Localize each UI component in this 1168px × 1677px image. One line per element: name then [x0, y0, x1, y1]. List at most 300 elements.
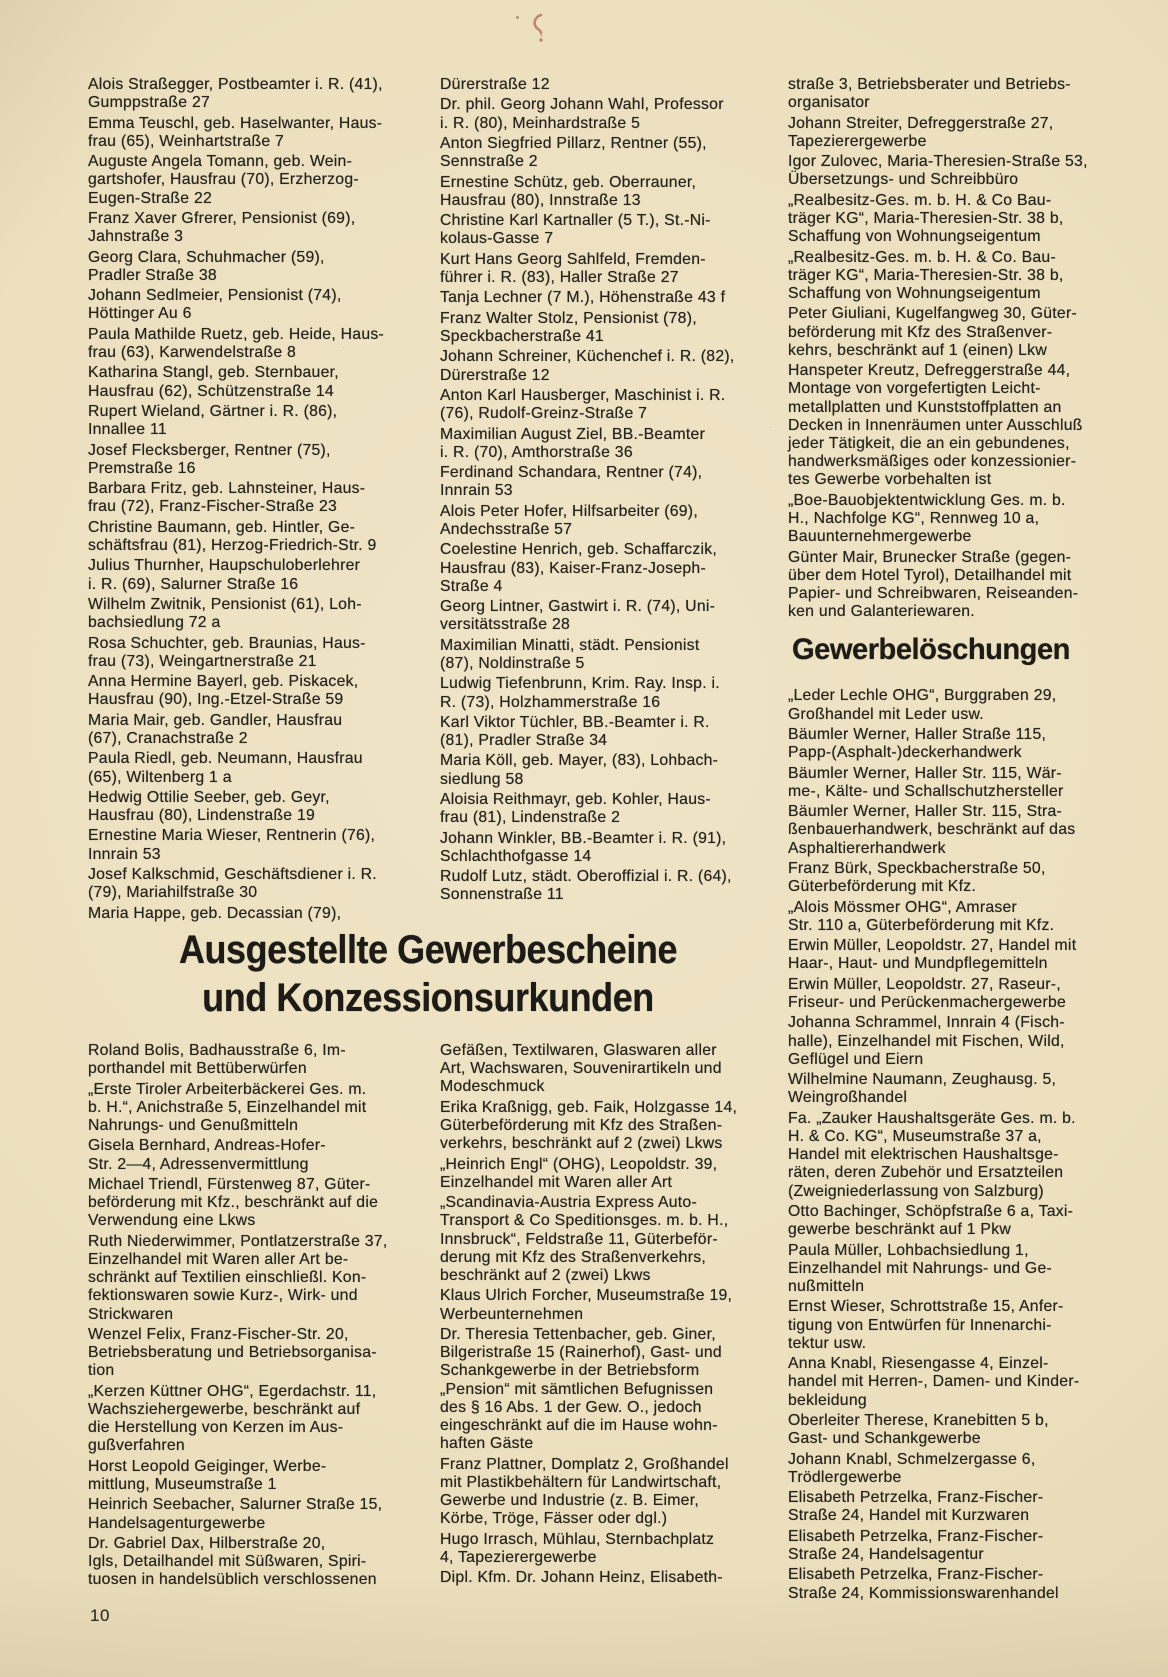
- entry-line: Peter Giuliani, Kugelfangweg 30, Güter-: [788, 305, 1077, 323]
- entry-line: Schaffung von Wohnungseigentum: [788, 284, 1041, 302]
- entry-line: „Kerzen Küttner OHG“, Egerdachstr. 11,: [88, 1382, 377, 1400]
- entry-line: Hugo Irrasch, Mühlau, Sternbachplatz: [440, 1530, 715, 1548]
- entry-line: Bäumler Werner, Haller Str. 115, Wär-: [788, 764, 1062, 782]
- entry-line: eingeschränkt auf die im Hause wohn-: [440, 1417, 718, 1434]
- entry-line: porthandel mit Bettüberwürfen: [88, 1060, 307, 1078]
- entry-line: metallplatten und Kunststoffplatten an: [788, 398, 1062, 416]
- entry-line: Eugen-Straße 22: [88, 189, 213, 207]
- entry-line: Anton Karl Hausberger, Maschinist i. R.: [440, 386, 726, 404]
- entry-line: Geflügel und Eiern: [788, 1050, 924, 1068]
- entry-line: Gefäßen, Textilwaren, Glaswaren aller: [440, 1042, 717, 1059]
- scan-speck: [516, 16, 519, 19]
- entry-line: „Realbesitz-Ges. m. b. H. & Co. Bau-: [788, 248, 1056, 266]
- entry-line: Wachsziehergewerbe, beschränkt auf: [88, 1400, 361, 1418]
- entry-line: i. R. (69), Salurner Straße 16: [88, 575, 299, 593]
- directory-entry: [440, 675, 776, 711]
- directory-entry: [788, 803, 1128, 858]
- directory-entry: [88, 827, 424, 863]
- entry-line: Einzelhandel mit Waren aller Art: [440, 1173, 673, 1191]
- entry-line: Otto Bachinger, Schöpfstraße 6 a, Taxi-: [788, 1202, 1074, 1220]
- directory-entry: [788, 765, 1128, 801]
- entry-line: beförderung mit Kfz des Straßenver-: [788, 323, 1053, 341]
- directory-entry: [788, 1298, 1128, 1353]
- entry-line: Übersetzungs- und Schreibbüro: [788, 171, 1019, 189]
- entry-line: des § 16 Abs. 1 der Gew. O., jedoch: [440, 1398, 702, 1416]
- directory-entry: [440, 289, 776, 307]
- entry-line: Aloisia Reithmayr, geb. Kohler, Haus-: [440, 791, 711, 809]
- entry-line: Handelsagenturgewerbe: [88, 1514, 266, 1532]
- entry-line: Wilhelmine Naumann, Zeughausg. 5,: [788, 1071, 1057, 1089]
- directory-entry: [788, 76, 1128, 112]
- entry-line: Roland Bolis, Badhausstraße 6, Im-: [88, 1042, 346, 1059]
- directory-entry: [88, 1383, 424, 1456]
- entry-line: Montage von vorgefertigten Leicht-: [788, 380, 1041, 398]
- entry-line: Einzelhandel mit Waren aller Art be-: [88, 1250, 349, 1268]
- entry-line: „Erste Tiroler Arbeiterbäckerei Ges. m.: [88, 1080, 367, 1098]
- directory-entry: [788, 1528, 1128, 1564]
- entry-line: Sennstraße 2: [440, 153, 538, 171]
- directory-entry: [788, 249, 1128, 304]
- entry-line: Körbe, Tröge, Fässer oder dgl.): [440, 1510, 668, 1528]
- entry-line: Strickwaren: [88, 1305, 174, 1323]
- entry-line: Friseur- und Perückenmachergewerbe: [788, 993, 1067, 1011]
- directory-entry: [788, 1014, 1128, 1069]
- entry-line: Wenzel Felix, Franz-Fischer-Str. 20,: [88, 1325, 349, 1343]
- entry-line: „Scandinavia-Austria Express Auto-: [440, 1194, 697, 1212]
- directory-entry: [88, 1176, 424, 1231]
- entry-line: Premstraße 16: [88, 459, 196, 477]
- directory-entry: [440, 348, 776, 384]
- entry-line: kehrs, beschränkt auf 1 (einen) Lkw: [788, 341, 1047, 359]
- entry-line: Dürerstraße 12: [440, 76, 550, 93]
- entry-line: ken und Galanteriewaren.: [788, 603, 975, 621]
- directory-entry: [440, 1156, 776, 1192]
- column-middle-bottom: [440, 1042, 776, 1590]
- directory-entry: [88, 712, 424, 748]
- entry-line: (Zweigniederlassung von Salzburg): [788, 1182, 1044, 1200]
- entry-line: Johann Schreiner, Küchenchef i. R. (82),: [440, 348, 735, 366]
- entry-line: Dr. phil. Georg Johann Wahl, Professor: [440, 96, 724, 114]
- directory-entry: [788, 1566, 1128, 1602]
- directory-entry: [88, 635, 424, 671]
- entry-line: frau (81), Lindenstraße 2: [440, 809, 621, 827]
- entry-line: Pradler Straße 38: [88, 266, 217, 284]
- directory-entry: [440, 135, 776, 171]
- entry-line: gartshofer, Hausfrau (70), Erzherzog-: [88, 171, 359, 189]
- entry-line: mit Plastikbehältern für Landwirtschaft,: [440, 1473, 722, 1491]
- entry-line: Johann Knabl, Schmelzergasse 6,: [788, 1450, 1036, 1468]
- entry-line: Hausfrau (62), Schützenstraße 14: [88, 382, 334, 400]
- directory-entry: [440, 1456, 776, 1529]
- entry-line: (87), Noldinstraße 5: [440, 654, 585, 672]
- directory-entry: [788, 1071, 1128, 1107]
- directory-entry: [88, 153, 424, 208]
- entry-line: Franz Bürk, Speckbacherstraße 50,: [788, 859, 1046, 877]
- entry-line: Wilhelm Zwitnik, Pensionist (61), Loh-: [88, 595, 362, 613]
- entry-line: i. R. (80), Meinhardstraße 5: [440, 114, 641, 132]
- directory-entry: [440, 251, 776, 287]
- entry-line: Heinrich Seebacher, Salurner Straße 15,: [88, 1496, 383, 1514]
- directory-entry: [788, 976, 1128, 1012]
- entry-line: Maria Köll, geb. Mayer, (83), Lohbach-: [440, 752, 719, 770]
- entry-line: Güterbeförderung mit Kfz.: [788, 878, 976, 896]
- directory-entry: [88, 480, 424, 516]
- entry-line: Rupert Wieland, Gärtner i. R. (86),: [88, 402, 338, 420]
- entry-line: Andechsstraße 57: [440, 520, 573, 538]
- entry-line: Werbeunternehmen: [440, 1305, 584, 1323]
- directory-entry: [440, 752, 776, 788]
- entry-line: organisator: [788, 94, 870, 112]
- entry-line: tion: [88, 1362, 115, 1380]
- entry-line: Barbara Fritz, geb. Lahnsteiner, Haus-: [88, 480, 366, 498]
- entry-line: Bauunternehmergewerbe: [788, 528, 972, 546]
- entry-line: Erwin Müller, Leopoldstr. 27, Handel mit: [788, 937, 1077, 955]
- page-number: 10: [90, 1606, 110, 1625]
- entry-line: Nahrungs- und Genußmitteln: [88, 1117, 299, 1134]
- entry-line: Alois Peter Hofer, Hilfsarbeiter (69),: [440, 502, 698, 520]
- entry-line: Maria Mair, geb. Gandler, Hausfrau: [88, 711, 343, 729]
- entry-line: siedlung 58: [440, 770, 524, 788]
- entry-line: träger KG“, Maria-Theresien-Str. 38 b,: [788, 209, 1064, 227]
- entry-line: Tapezierergewerbe: [788, 132, 927, 150]
- directory-entry: [440, 76, 776, 94]
- entry-line: Igor Zulovec, Maria-Theresien-Straße 53,: [788, 153, 1088, 171]
- entry-line: (67), Cranachstraße 2: [88, 729, 248, 747]
- entry-line: tes Gewerbe vorbehalten ist: [788, 471, 992, 489]
- directory-entry: [88, 557, 424, 593]
- entry-line: Str. 2—4, Adressenvermittlung: [88, 1155, 309, 1173]
- directory-entry: [440, 598, 776, 634]
- entry-line: Michael Triendl, Fürstenweg 87, Güter-: [88, 1175, 371, 1193]
- entry-line: Hausfrau (83), Kaiser-Franz-Joseph-: [440, 559, 706, 577]
- directory-entry: [788, 687, 1128, 723]
- entry-line: Innsbruck“, Feldstraße 11, Güterbeför-: [440, 1230, 718, 1248]
- directory-entry: [88, 1081, 424, 1136]
- directory-entry: [788, 1355, 1128, 1410]
- entry-line: Elisabeth Petrzelka, Franz-Fischer-: [788, 1489, 1044, 1507]
- entry-line: Erwin Müller, Leopoldstr. 27, Raseur-,: [788, 975, 1061, 993]
- directory-entry: [88, 1496, 424, 1532]
- entry-line: Fa. „Zauker Haushaltsgeräte Ges. m. b.: [788, 1109, 1076, 1127]
- entry-line: Franz Walter Stolz, Pensionist (78),: [440, 309, 697, 327]
- entry-line: Transport & Co Speditionsges. m. b. H.,: [440, 1212, 729, 1230]
- entry-line: Sonnenstraße 11: [440, 886, 564, 904]
- entry-line: Bäumler Werner, Haller Str. 115, Stra-: [788, 803, 1063, 821]
- entry-line: Coelestine Henrich, geb. Schaffarczik,: [440, 541, 718, 559]
- entry-line: Karl Viktor Tüchler, BB.-Beamter i. R.: [440, 713, 710, 731]
- entry-line: Christine Karl Kartnaller (5 T.), St.-Ni-: [440, 212, 711, 230]
- section-heading-gewerbeloeschungen: Gewerbelöschungen: [792, 633, 1070, 667]
- entry-line: Alois Straßegger, Postbeamter i. R. (41),: [88, 76, 383, 93]
- entry-line: Hausfrau (80), Innstraße 13: [440, 191, 641, 209]
- entry-line: Paula Riedl, geb. Neumann, Hausfrau: [88, 750, 363, 768]
- entry-line: Gumppstraße 27: [88, 94, 211, 112]
- entry-line: frau (63), Karwendelstraße 8: [88, 343, 297, 361]
- directory-entry: [788, 937, 1128, 973]
- entry-line: Ernst Wieser, Schrottstraße 15, Anfer-: [788, 1298, 1064, 1316]
- directory-entry: [88, 519, 424, 555]
- entry-line: i. R. (70), Amthorstraße 36: [440, 443, 633, 461]
- entry-line: Hausfrau (80), Lindenstraße 19: [88, 807, 316, 825]
- entry-line: Georg Clara, Schuhmacher (59),: [88, 248, 325, 266]
- column-left-top: [88, 76, 424, 925]
- directory-entry: [440, 174, 776, 210]
- entry-line: Anna Hermine Bayerl, geb. Piskacek,: [88, 673, 359, 691]
- directory-entry: [88, 1233, 424, 1324]
- entry-line: Georg Lintner, Gastwirt i. R. (74), Uni-: [440, 598, 716, 616]
- red-pen-mark: [531, 13, 547, 45]
- directory-entry: [788, 1489, 1128, 1525]
- entry-line: Oberleiter Therese, Kranebitten 5 b,: [788, 1411, 1049, 1429]
- entry-line: „Alois Mössmer OHG“, Amraser: [788, 898, 1018, 916]
- directory-entry: [788, 726, 1128, 762]
- entry-line: Kurt Hans Georg Sahlfeld, Fremden-: [440, 250, 706, 268]
- entry-line: Bäumler Werner, Haller Straße 115,: [788, 725, 1047, 743]
- entry-line: Hausfrau (90), Ing.-Etzel-Straße 59: [88, 691, 344, 709]
- entry-line: Igls, Detailhandel mit Süßwaren, Spiri-: [88, 1553, 367, 1571]
- entry-line: Franz Xaver Gfrerer, Pensionist (69),: [88, 209, 356, 227]
- directory-entry: [440, 1042, 776, 1097]
- entry-line: Straße 4: [440, 577, 503, 595]
- entry-line: Ernestine Schütz, geb. Oberrauner,: [440, 173, 697, 191]
- entry-line: beförderung mit Kfz., beschränkt auf die: [88, 1194, 379, 1212]
- entry-line: Haar-, Haut- und Mundpflegemitteln: [788, 955, 1048, 973]
- directory-entry: [88, 287, 424, 323]
- entry-line: Str. 110 a, Güterbeförderung mit Kfz.: [788, 916, 1055, 934]
- entry-line: Ruth Niederwimmer, Pontlatzerstraße 37,: [88, 1232, 388, 1250]
- entry-line: Julius Thurnher, Haupschuloberlehrer: [88, 557, 361, 575]
- entry-line: gewerbe beschränkt auf 1 Pkw: [788, 1221, 1012, 1239]
- directory-entry: [88, 442, 424, 478]
- entry-line: nußmitteln: [788, 1277, 865, 1295]
- column-left-bottom: [88, 1042, 424, 1592]
- directory-entry: [440, 426, 776, 462]
- entry-line: Innrain 53: [440, 482, 513, 500]
- entry-line: R. (73), Holzhammerstraße 16: [440, 693, 661, 711]
- entry-line: halle), Einzelhandel mit Fischen, Wild,: [788, 1032, 1065, 1050]
- directory-entry: [440, 637, 776, 673]
- entry-line: Decken in Innenräumen unter Ausschluß: [788, 416, 1083, 434]
- entry-line: tuosen in handelsüblich verschlossenen: [88, 1571, 377, 1589]
- directory-entry: [440, 1569, 776, 1587]
- entry-line: Maximilian Minatti, städt. Pensionist: [440, 636, 700, 654]
- entry-line: Elisabeth Petrzelka, Franz-Fischer-: [788, 1527, 1044, 1545]
- directory-entry: [440, 714, 776, 750]
- entry-line: die Herstellung von Kerzen im Aus-: [88, 1419, 344, 1437]
- column-right: [788, 76, 1128, 1605]
- entry-line: bekleidung: [788, 1391, 867, 1409]
- entry-line: kolaus-Gasse 7: [440, 230, 554, 248]
- entry-line: H. & Co. KG“, Museumstraße 37 a,: [788, 1127, 1042, 1145]
- entry-line: Dr. Gabriel Dax, Hilberstraße 20,: [88, 1534, 326, 1552]
- entry-line: „Heinrich Engl“ (OHG), Leopoldstr. 39,: [440, 1155, 718, 1173]
- entry-line: „Boe-Bauobjektentwicklung Ges. m. b.: [788, 491, 1066, 509]
- entry-line: Maria Happe, geb. Decassian (79),: [88, 904, 342, 922]
- entry-line: Rosa Schuchter, geb. Braunias, Haus-: [88, 634, 366, 652]
- entry-line: Horst Leopold Geiginger, Werbe-: [88, 1457, 327, 1475]
- entry-line: me-, Kälte- und Schallschutzhersteller: [788, 782, 1064, 800]
- entry-line: Dipl. Kfm. Dr. Johann Heinz, Elisabeth-: [440, 1569, 723, 1587]
- entry-line: frau (72), Franz-Fischer-Straße 23: [88, 498, 338, 516]
- entry-line: Johann Streiter, Defreggerstraße 27,: [788, 114, 1054, 132]
- entry-line: Betriebsberatung und Betriebsorganisa-: [88, 1344, 377, 1362]
- entry-line: Schankgewerbe in der Betriebsform: [440, 1362, 700, 1380]
- entry-line: „Pension“ mit sämtlichen Befugnissen: [440, 1380, 714, 1398]
- entry-line: versitätsstraße 28: [440, 616, 571, 634]
- entry-line: gußverfahren: [88, 1437, 185, 1455]
- directory-entry: [788, 492, 1128, 547]
- entry-line: fektionswaren sowie Kurz-, Wirk- und: [88, 1287, 358, 1305]
- entry-line: Josef Flecksberger, Rentner (75),: [88, 441, 331, 459]
- directory-entry: [440, 212, 776, 248]
- entry-line: Güterbeförderung mit Kfz des Straßen-: [440, 1117, 723, 1134]
- entry-line: derung mit Kfz des Straßenverkehrs,: [440, 1248, 706, 1266]
- entry-line: (79), Mariahilfstraße 30: [88, 884, 258, 902]
- entry-line: Auguste Angela Tomann, geb. Wein-: [88, 153, 353, 171]
- entry-line: beschränkt auf 2 (zwei) Lkws: [440, 1267, 651, 1284]
- entry-line: Josef Kalkschmid, Geschäftsdiener i. R.: [88, 866, 377, 884]
- entry-line: Gisela Bernhard, Andreas-Hofer-: [88, 1137, 326, 1155]
- directory-entry: [88, 789, 424, 825]
- directory-entry: [788, 305, 1128, 360]
- directory-entry: [788, 549, 1128, 622]
- entry-line: Anna Knabl, Riesengasse 4, Einzel-: [788, 1355, 1049, 1373]
- directory-entry: [440, 464, 776, 500]
- entry-line: Dr. Theresia Tettenbacher, geb. Giner,: [440, 1325, 716, 1343]
- main-heading-line-1: Ausgestellte Gewerbescheine: [178, 928, 678, 972]
- main-heading-line-2: und Konzessionsurkunden: [202, 976, 654, 1020]
- directory-entry: [440, 387, 776, 423]
- entry-line: über dem Hotel Tyrol), Detailhandel mit: [788, 566, 1072, 584]
- entry-line: H., Nachfolge KG“, Rennweg 10 a,: [788, 509, 1040, 527]
- directory-entry: [440, 1287, 776, 1323]
- directory-entry: [88, 76, 424, 112]
- entry-line: Hanspeter Kreutz, Defreggerstraße 44,: [788, 362, 1071, 380]
- entry-line: mittlung, Museumstraße 1: [88, 1475, 277, 1493]
- directory-entry: [440, 96, 776, 132]
- entry-line: (76), Rudolf-Greinz-Straße 7: [440, 405, 648, 423]
- directory-entry: [788, 1242, 1128, 1297]
- directory-entry: [88, 1458, 424, 1494]
- directory-entry: [88, 750, 424, 786]
- directory-entry: [440, 310, 776, 346]
- entry-line: (81), Pradler Straße 34: [440, 732, 608, 750]
- directory-entry: [440, 830, 776, 866]
- directory-entry: [788, 153, 1128, 189]
- entry-line: Ernestine Maria Wieser, Rentnerin (76),: [88, 827, 376, 845]
- entry-line: Handel mit elektrischen Haushaltsge-: [788, 1146, 1059, 1164]
- directory-entry: [88, 1042, 424, 1078]
- directory-entry: [88, 1326, 424, 1381]
- entry-line: frau (65), Weinhartstraße 7: [88, 132, 285, 150]
- directory-entry: [88, 326, 424, 362]
- entry-line: handel mit Herren-, Damen- und Kinder-: [788, 1373, 1080, 1391]
- entry-line: Innrain 53: [88, 845, 161, 863]
- directory-entry: [788, 899, 1128, 935]
- directory-entry: [88, 673, 424, 709]
- entry-line: Klaus Ulrich Forcher, Museumstraße 19,: [440, 1287, 733, 1305]
- entry-line: Johann Winkler, BB.-Beamter i. R. (91),: [440, 829, 727, 847]
- entry-line: Tanja Lechner (7 M.), Höhenstraße 43 f: [440, 289, 726, 307]
- entry-line: tigung von Entwürfen für Innenarchi-: [788, 1316, 1052, 1334]
- entry-line: Großhandel mit Leder usw.: [788, 705, 984, 723]
- entry-line: Anton Siegfried Pillarz, Rentner (55),: [440, 134, 707, 152]
- directory-entry: [788, 860, 1128, 896]
- directory-entry: [88, 905, 424, 923]
- entry-line: Schaffung von Wohnungseigentum: [788, 228, 1041, 246]
- entry-line: Jahnstraße 3: [88, 228, 184, 246]
- entry-line: haften Gäste: [440, 1435, 534, 1453]
- entry-line: träger KG“, Maria-Theresien-Str. 38 b,: [788, 266, 1064, 284]
- entry-line: handwerksmäßiges oder konzessionier-: [788, 453, 1077, 471]
- directory-entry: [440, 1194, 776, 1285]
- entry-line: Speckbacherstraße 41: [440, 327, 604, 345]
- directory-entry: [440, 1531, 776, 1567]
- entry-line: Art, Wachswaren, Souvenirartikeln und: [440, 1060, 722, 1078]
- directory-entry: [88, 403, 424, 439]
- main-section-heading: [113, 926, 743, 1022]
- entry-line: Erika Kraßnigg, geb. Faik, Holzgasse 14,: [440, 1098, 738, 1116]
- entry-line: Dürerstraße 12: [440, 366, 550, 384]
- directory-entry: [788, 1203, 1128, 1239]
- entry-line: Straße 24, Handelsagentur: [788, 1545, 984, 1563]
- entry-line: Papier- und Schreibwaren, Reiseanden-: [788, 584, 1079, 602]
- column-right-top: [788, 76, 1128, 621]
- directory-entry: [440, 541, 776, 596]
- directory-entry: [88, 210, 424, 246]
- entry-line: Elisabeth Petrzelka, Franz-Fischer-: [788, 1566, 1044, 1584]
- column-right-bottom: [788, 687, 1128, 1602]
- entry-line: Weingroßhandel: [788, 1089, 908, 1107]
- entry-line: Verwendung eine Lkws: [88, 1212, 256, 1230]
- entry-line: Bilgeristraße 15 (Rainerhof), Gast- und: [440, 1344, 722, 1362]
- directory-entry: [440, 868, 776, 904]
- entry-line: verkehrs, beschränkt auf 2 (zwei) Lkws: [440, 1135, 723, 1153]
- entry-line: „Leder Lechle OHG“, Burggraben 29,: [788, 687, 1057, 705]
- directory-entry: [788, 1451, 1128, 1487]
- entry-line: Modeschmuck: [440, 1078, 545, 1096]
- column-middle-top: [440, 76, 776, 907]
- entry-line: Hedwig Ottilie Seeber, geb. Geyr,: [88, 788, 330, 806]
- entry-line: tektur usw.: [788, 1334, 867, 1352]
- directory-entry: [788, 1412, 1128, 1448]
- entry-line: führer i. R. (83), Haller Straße 27: [440, 268, 679, 286]
- entry-line: Franz Plattner, Domplatz 2, Großhandel: [440, 1455, 729, 1473]
- entry-line: Papp-(Asphalt-)deckerhandwerk: [788, 744, 1022, 762]
- directory-entry: [440, 503, 776, 539]
- entry-line: Trödlergewerbe: [788, 1468, 902, 1486]
- entry-line: Ludwig Tiefenbrunn, Krim. Ray. Insp. i.: [440, 675, 720, 693]
- directory-entry: [88, 596, 424, 632]
- directory-entry: [788, 115, 1128, 151]
- entry-line: Rudolf Lutz, städt. Oberoffizial i. R. (64),: [440, 868, 732, 886]
- entry-line: jeder Tätigkeit, die an ein gebundenes,: [788, 434, 1070, 452]
- entry-line: bachsiedlung 72 a: [88, 614, 221, 632]
- entry-line: Asphaltiererhandwerk: [788, 839, 946, 857]
- entry-line: straße 3, Betriebsberater und Betriebs-: [788, 76, 1071, 93]
- directory-entry: [88, 1137, 424, 1173]
- entry-line: Ferdinand Schandara, Rentner (74),: [440, 464, 703, 482]
- entry-line: Johanna Schrammel, Innrain 4 (Fisch-: [788, 1014, 1065, 1032]
- entry-line: Schlachthofgasse 14: [440, 847, 592, 865]
- entry-line: „Realbesitz-Ges. m. b. H. & Co Bau-: [788, 191, 1052, 209]
- entry-line: Katharina Stangl, geb. Sternbauer,: [88, 364, 339, 382]
- directory-entry: [88, 866, 424, 902]
- directory-entry: [440, 1099, 776, 1154]
- directory-entry: [88, 364, 424, 400]
- directory-entry: [88, 1535, 424, 1590]
- entry-line: schäftsfrau (81), Herzog-Friedrich-Str. 9: [88, 536, 377, 554]
